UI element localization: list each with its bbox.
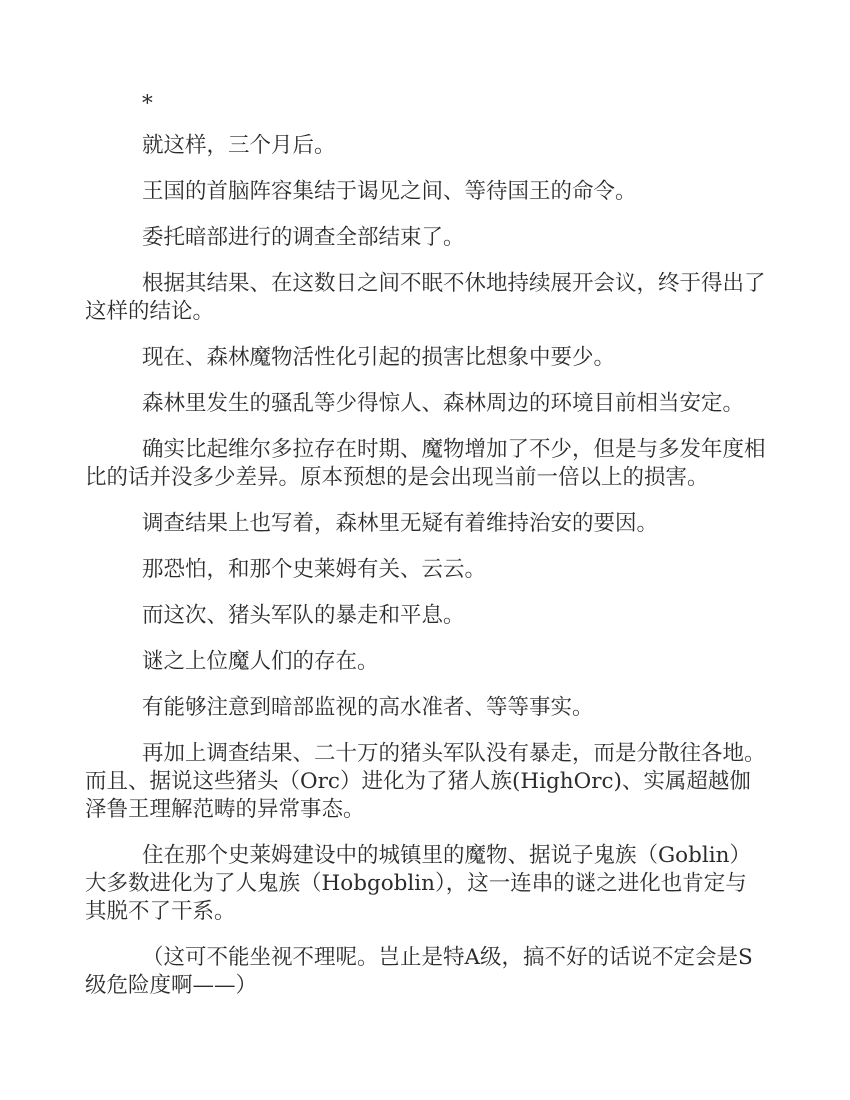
paragraph: 谜之上位魔人们的存在。 [142, 649, 379, 674]
section-break-marker: * [142, 91, 153, 116]
paragraph: 住在那个史莱姆建设中的城镇里的魔物、据说子鬼族（Goblin）大多数进化为了人鬼族（Hobgoblin），这一连串的谜之进化也肯定与其脱不了干系。 [85, 843, 751, 924]
paragraph: 确实比起维尔多拉存在时期、魔物增加了不少，但是与多发年度相比的话并没多少差异。原本预想的是会出现当前一倍以上的损害。 [85, 437, 766, 490]
paragraph: 森林里发生的骚乱等少得惊人、森林周边的环境目前相当安定。 [142, 391, 745, 416]
paragraph: 而这次、猪头军队的暴走和平息。 [142, 603, 465, 628]
paragraph: 就这样，三个月后。 [142, 133, 336, 158]
paragraph: 现在、森林魔物活性化引起的损害比想象中要少。 [142, 345, 616, 370]
paragraph: 再加上调查结果、二十万的猪头军队没有暴走，而是分散往各地。而且、据说这些猪头（Orc）进化为了猪人族(HighOrc)、实属超越伽泽鲁王理解范畴的异常事态。 [85, 741, 766, 822]
paragraph: 有能够注意到暗部监视的高水准者、等等事实。 [142, 695, 594, 720]
paragraph: 王国的首脑阵容集结于谒见之间、等待国王的命令。 [142, 179, 637, 204]
paragraph: 那恐怕，和那个史莱姆有关、云云。 [142, 557, 487, 582]
paragraph: 调查结果上也写着，森林里无疑有着维持治安的要因。 [142, 511, 659, 536]
paragraph: 根据其结果、在这数日之间不眠不休地持续展开会议，终于得出了这样的结论。 [85, 271, 766, 324]
paragraph: （这可不能坐视不理呢。岂止是特A级，搞不好的话说不定会是S级危险度啊——） [85, 945, 753, 998]
paragraph: 委托暗部进行的调查全部结束了。 [142, 225, 465, 250]
